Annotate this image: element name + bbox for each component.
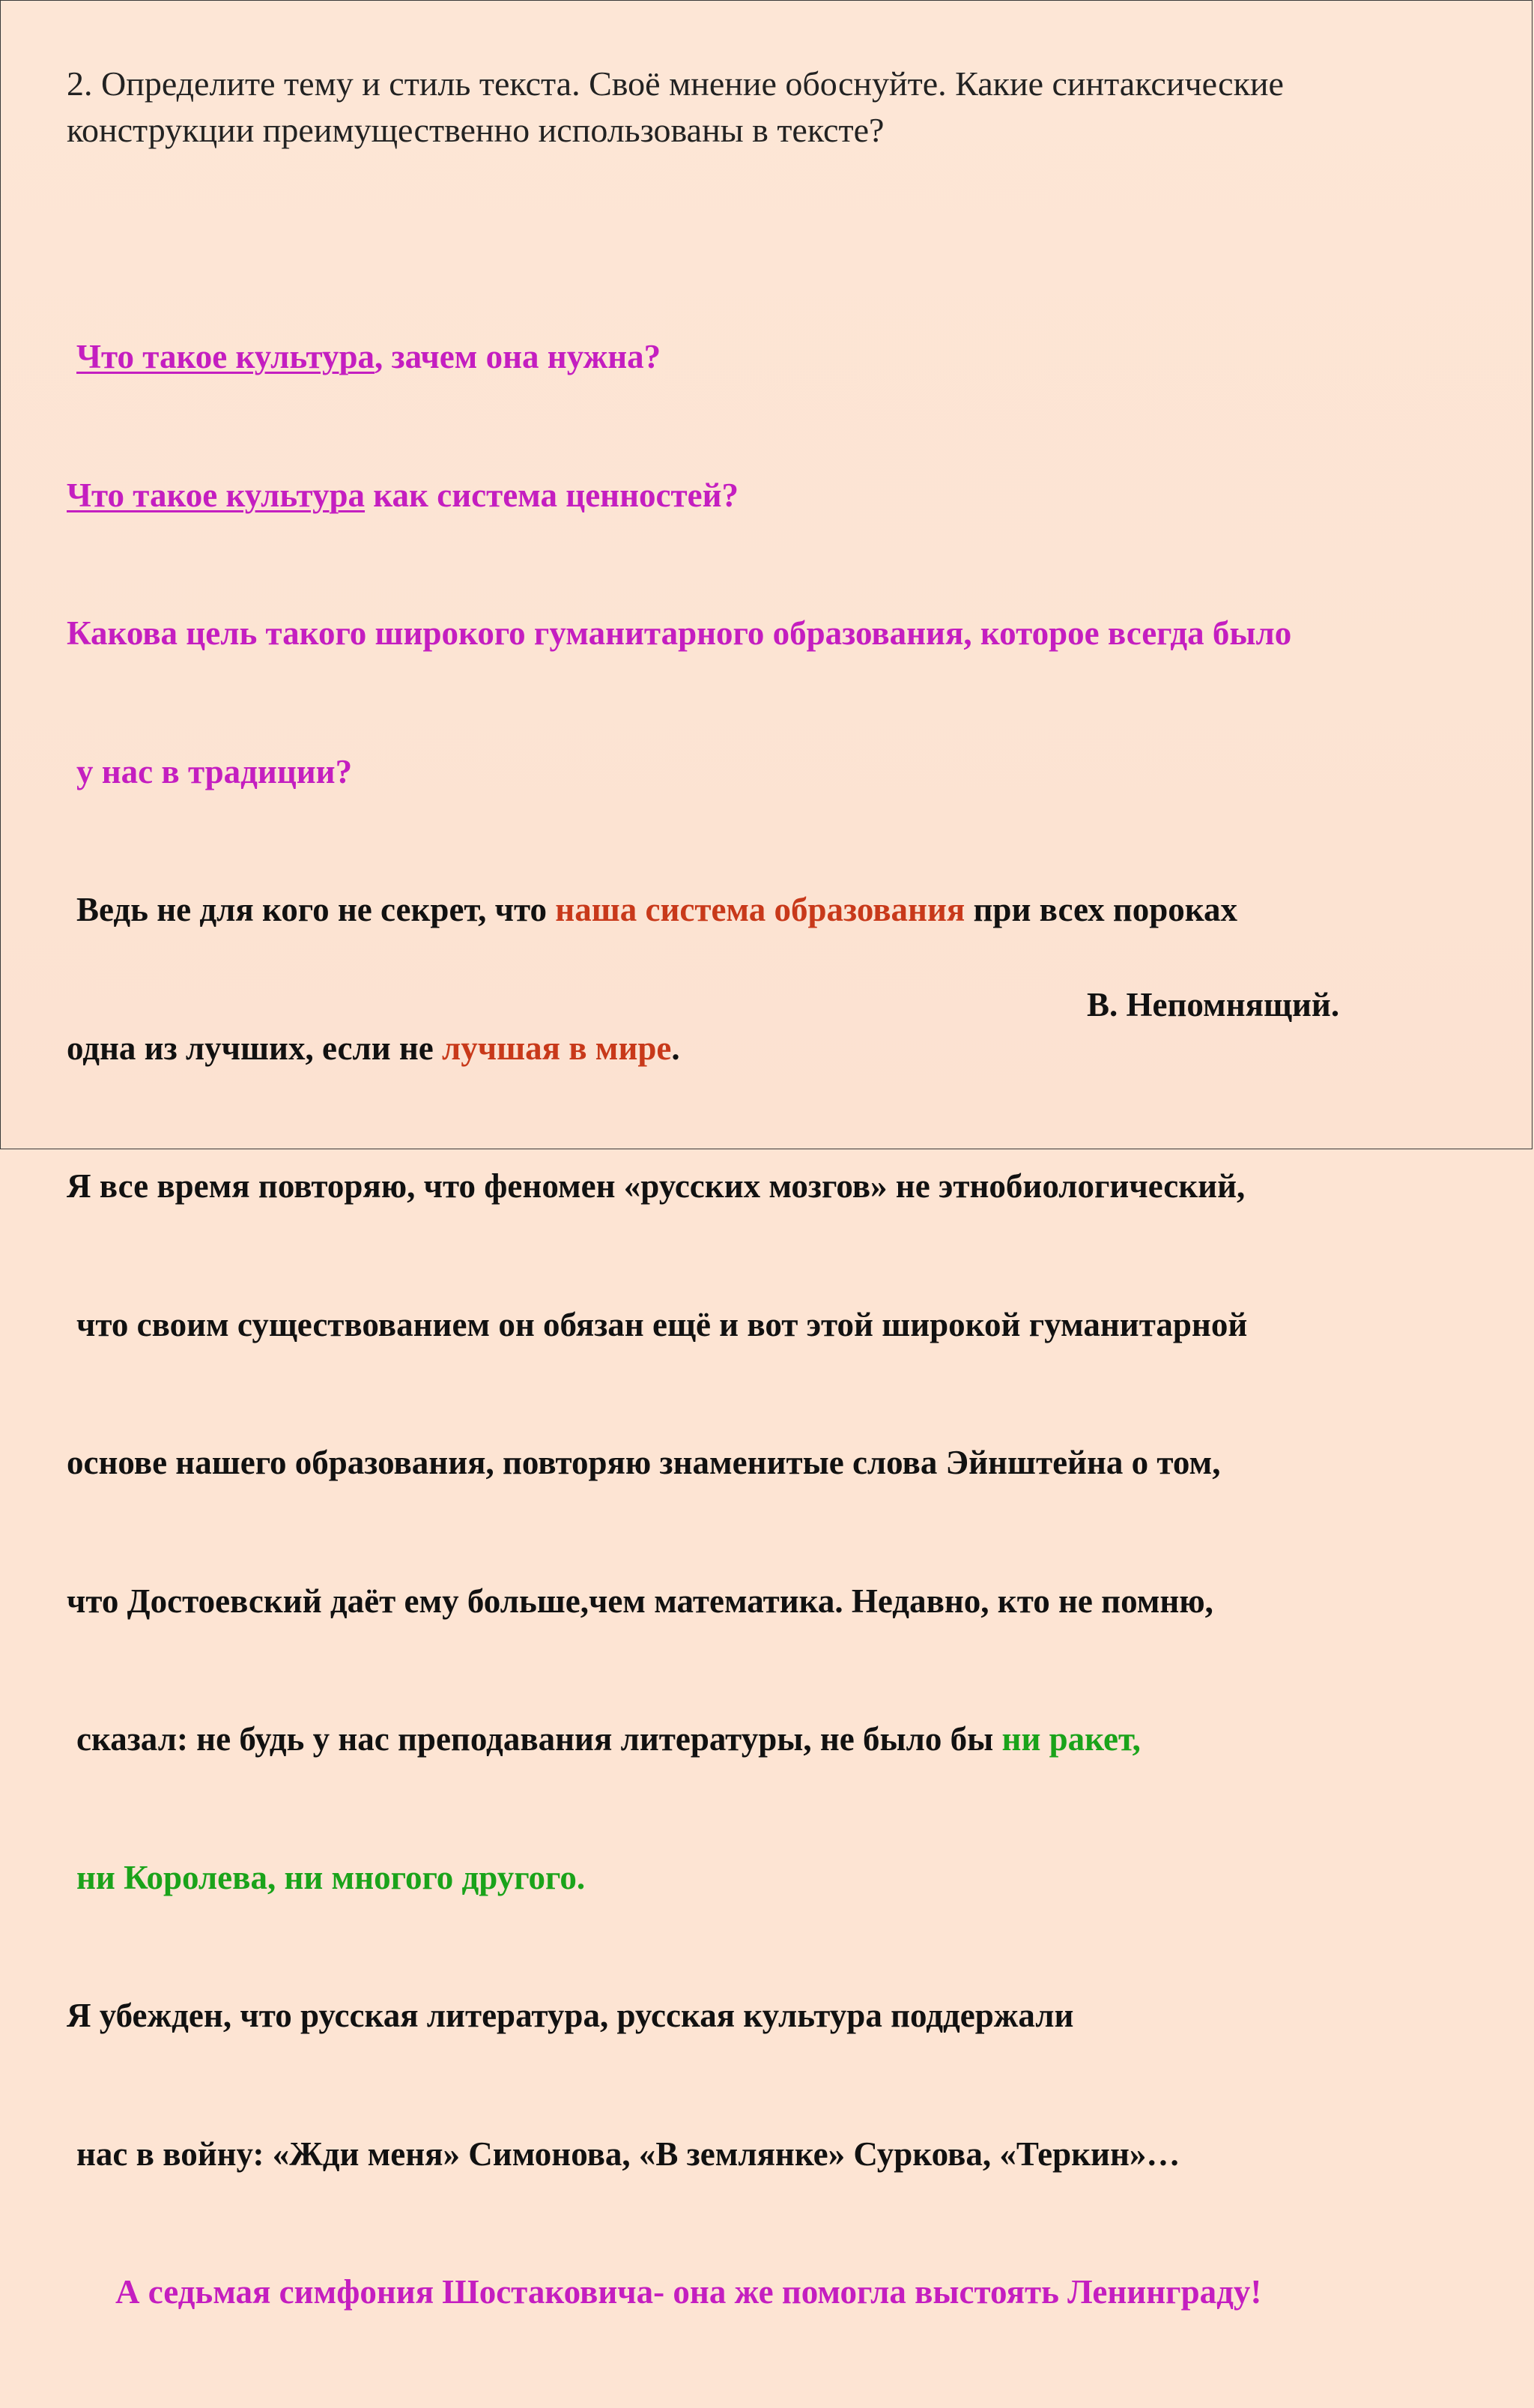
text-fragment: Ведь не для кого не секрет, что [76, 891, 556, 928]
underlined-phrase: Что такое культура [67, 476, 366, 514]
underlined-phrase: Что такое культура [76, 338, 375, 375]
highlighted-phrase: ни ракет, [1001, 1720, 1141, 1758]
text-line-15: А седьмая симфония Шостаковича- она же помогла выстоять Ленинграду! [115, 2273, 1262, 2311]
highlighted-phrase: наша система образования [555, 891, 965, 928]
text-line-4: у нас в традиции? [76, 752, 353, 790]
text-line-12: ни Королева, ни многого другого. [76, 1858, 586, 1896]
text-fragment: при всех пороках [965, 891, 1238, 928]
task-line-1: 2. Определите тему и стиль текста. Своё мнение обоснуйте. Какие синтаксические [67, 64, 1284, 103]
text-line-13: Я убежден, что русская литература, русская культура поддержали [67, 1997, 1074, 2034]
text-line-6 [67, 1026, 1505, 1072]
text-line-10: что Достоевский даёт ему больше,чем математика. Недавно, кто не помню, [67, 1582, 1213, 1620]
author-signature: В. Непомнящий. [1087, 986, 1340, 1023]
text-line-11 [67, 1716, 1505, 1763]
text-fragment: сказал: не будь у нас преподавания литературы, не было бы [76, 1720, 1002, 1758]
text-line-3: Какова цель такого широкого гуманитарного образования, которое всегда было [67, 614, 1292, 652]
text-line-14: нас в войну: «Жди меня» Симонова, «В землянке» Суркова, «Теркин»… [76, 2135, 1180, 2173]
text-line-5 [67, 887, 1505, 934]
text-line-1 [67, 334, 1505, 381]
text-fragment: одна из лучших, если не [67, 1029, 443, 1067]
text-fragment: , зачем она нужна? [375, 338, 661, 375]
text-fragment: . [671, 1029, 680, 1067]
text-line-2 [67, 473, 1505, 519]
text-line-7: Я все время повторяю, что феномен «русских мозгов» не этнобиологический, [67, 1167, 1246, 1205]
task-line-2: конструкции преимущественно использованы в тексте? [67, 111, 885, 149]
highlighted-phrase: лучшая в мире [442, 1029, 672, 1067]
text-line-9: основе нашего образования, повторяю знаменитые слова Эйнштейна о том, [67, 1444, 1221, 1481]
quoted-text [67, 242, 1505, 2408]
text-fragment: как система ценностей? [365, 476, 739, 514]
text-line-8: что своим существованием он обязан ещё и вот этой широкой гуманитарной [76, 1305, 1248, 1343]
task-instruction [67, 61, 1490, 154]
